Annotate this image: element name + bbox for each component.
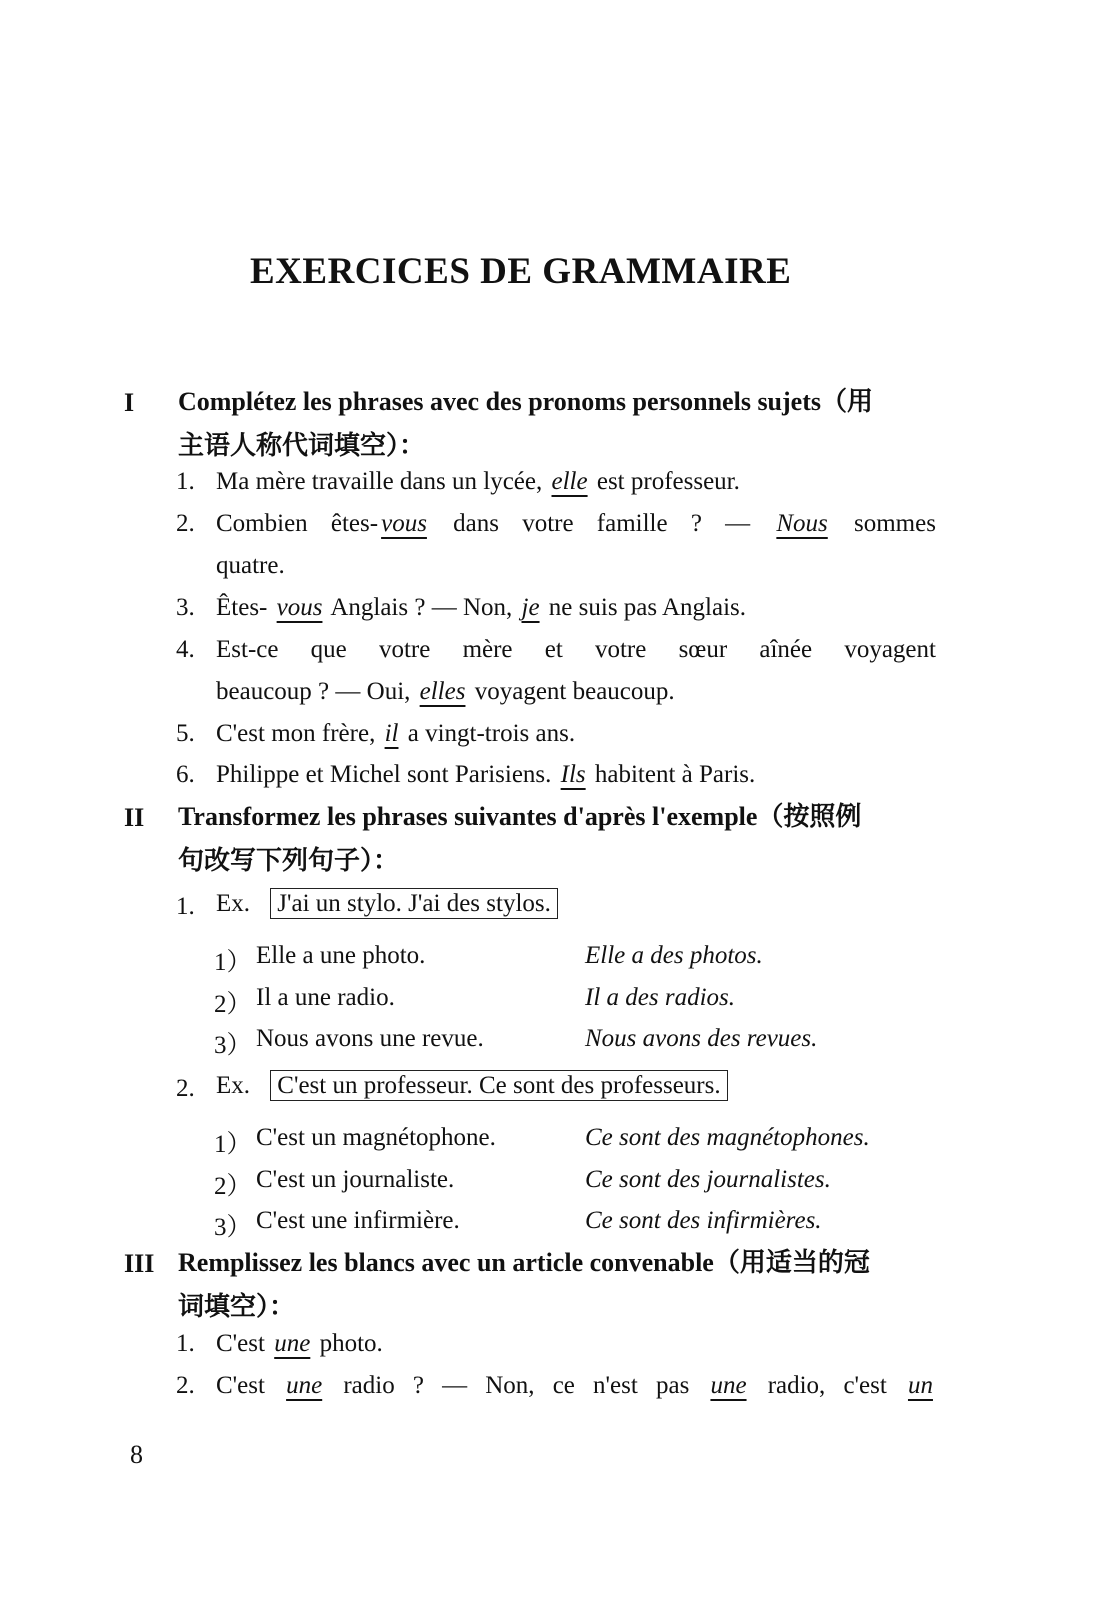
item-number: 6. [176,761,195,788]
section-1-heading-line-1: Complétez les phrases avec des pronoms personnels sujets（用 [178,387,873,416]
sub-item-answer: Ce sont des infirmières. [585,1207,822,1234]
exercise-sentence: Êtes- vous Anglais ? — Non, je ne suis pas Anglais. [216,594,747,621]
sub-item-question: C'est un magnétophone. [256,1124,496,1151]
exercise-sentence: Ma mère travaille dans un lycée, elle est professeur. [216,468,740,495]
example-box: C'est un professeur. Ce sont des professeurs. [270,1070,727,1101]
sub-item-question: Il a une radio. [256,984,395,1011]
exercise-sentence-continued: quatre. [216,552,285,579]
answer-word: je [521,594,540,621]
section-1-heading-line-2: 主语人称代词填空）： [178,431,426,460]
item-number: 5. [176,720,195,747]
example-line [216,890,936,918]
answer-word: une [710,1372,747,1399]
item-number: 4. [176,636,195,663]
sub-item-answer: Ce sont des journalistes. [585,1166,831,1193]
answer-word: vous [276,594,323,621]
page-title: EXERCICES DE GRAMMAIRE [250,251,792,292]
item-number: 2. [176,1075,195,1102]
item-number: 2. [176,510,195,537]
sub-item-number: 1） [214,1131,252,1158]
item-number: 2. [176,1372,195,1399]
sub-item-number: 2） [214,1173,252,1200]
answer-word: une [274,1330,311,1357]
section-3-heading [178,1241,938,1329]
example-label: Ex. [216,1072,251,1099]
sub-item-number: 3） [214,1032,252,1059]
answer-word: Nous [776,510,828,537]
exercise-sentence: Philippe et Michel sont Parisiens. Ils habitent à Paris. [216,761,756,788]
sub-item-answer: Ce sont des magnétophones. [585,1124,870,1151]
section-2-heading [178,795,938,883]
item-number: 1. [176,1330,195,1357]
section-3-numeral: III [124,1249,155,1278]
answer-word: Ils [560,761,586,788]
section-1-heading [178,380,938,468]
answer-word: un [907,1372,933,1399]
exercise-sentence: C'est mon frère, il a vingt-trois ans. [216,720,576,747]
item-number: 1. [176,468,195,495]
sub-item-question: C'est un journaliste. [256,1166,455,1193]
sub-item-question: Nous avons une revue. [256,1025,484,1052]
section-2-heading-line-2: 句改写下列句子）： [178,846,400,875]
exercise-sentence: C'est une photo. [216,1330,383,1357]
exercise-sentence-continued: beaucoup ? — Oui, elles voyagent beaucoup. [216,678,675,705]
sub-item-question: C'est une infirmière. [256,1207,460,1234]
sub-item-answer: Nous avons des revues. [585,1025,818,1052]
sub-item-number: 1） [214,949,252,976]
example-line [216,1072,936,1100]
exercise-sentence: Est-ce que votre mère et votre sœur aînée voyagent [216,636,936,663]
item-number: 3. [176,594,195,621]
sub-item-number: 2） [214,991,252,1018]
sub-item-number: 3） [214,1214,252,1241]
exercise-sentence: C'est une radio ? — Non, ce n'est pas une radio, c'est un [216,1372,936,1400]
answer-word: vous [381,510,427,537]
section-3-heading-line-2: 词填空）： [178,1292,296,1321]
example-box: J'ai un stylo. J'ai des stylos. [270,888,558,919]
section-3-heading-line-1: Remplissez les blancs avec un article convenable（用适当的冠 [178,1248,870,1277]
sub-item-answer: Elle a des photos. [585,942,763,969]
answer-word: elles [419,678,466,705]
exercise-sentence: Combien êtes- vous dans votre famille ? — Nous sommes [216,510,936,537]
sub-item-question: Elle a une photo. [256,942,426,969]
answer-word: elle [551,468,588,495]
example-label: Ex. [216,890,251,917]
section-2-numeral: II [124,803,145,832]
section-2-heading-line-1: Transformez les phrases suivantes d'après l'exemple（按照例 [178,802,862,831]
answer-word: il [384,720,399,747]
answer-word: une [286,1372,323,1399]
section-1-numeral: I [124,388,135,417]
item-number: 1. [176,893,195,920]
sub-item-answer: Il a des radios. [585,984,735,1011]
page-number: 8 [130,1440,143,1469]
